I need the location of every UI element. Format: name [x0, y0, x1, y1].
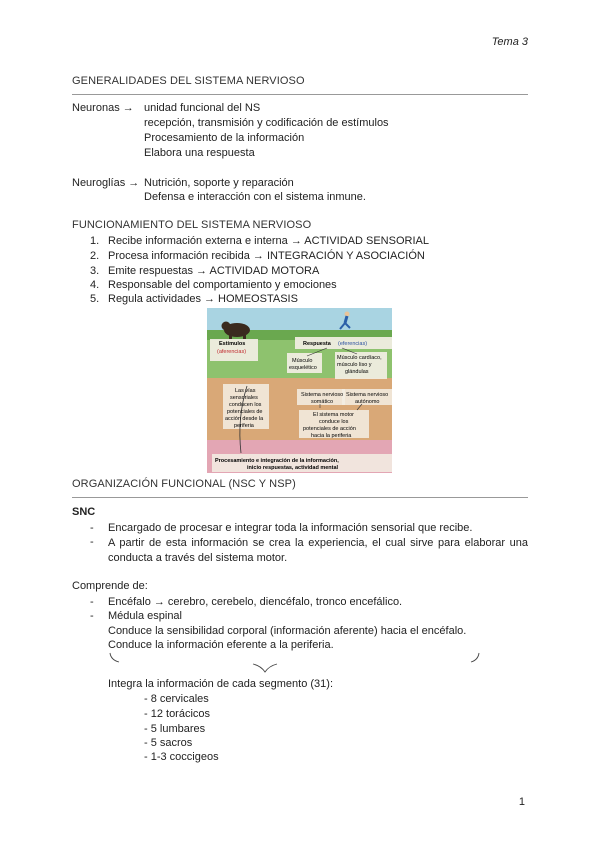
- medula-line: Conduce la información eferente a la periferia.: [108, 639, 334, 651]
- bullet-dash: -: [90, 522, 94, 534]
- fig-vias: Las vías: [235, 388, 256, 394]
- bullet-dash: -: [90, 536, 94, 548]
- fig-procesamiento: inicio respuestas, actividad mental: [247, 465, 339, 471]
- fig-autonomo: autónomo: [355, 399, 380, 405]
- fig-motor: conduce los: [319, 419, 349, 425]
- snc-item: Encargado de procesar e integrar toda la información sensorial que recibe.: [108, 522, 473, 534]
- section-divider: [72, 497, 528, 498]
- comprende-label: Comprende de:: [72, 580, 148, 592]
- fig-eferencias: (eferencias): [338, 341, 368, 347]
- snc-heading: SNC: [72, 506, 96, 518]
- neuroglias-label: Neuroglías →: [72, 177, 140, 189]
- neuronas-item: Elabora una respuesta: [144, 147, 255, 159]
- neuronas-label: Neuronas →: [72, 102, 134, 114]
- segmento-item: - 8 cervicales: [144, 693, 209, 705]
- section-title-organizacion: ORGANIZACIÓN FUNCIONAL (NSC Y NSP): [72, 478, 296, 490]
- fig-vias: sensoriales: [230, 395, 258, 401]
- segmento-item: - 1-3 coccigeos: [144, 751, 219, 763]
- fig-vias: conducen los: [229, 402, 262, 408]
- neuronas-item: unidad funcional del NS: [144, 102, 261, 114]
- integra-label: Integra la información de cada segmento (31):: [108, 678, 334, 690]
- fig-aferencias: (aferencias): [217, 349, 247, 355]
- neuroglias-item: Defensa e interacción con el sistema inmune.: [144, 191, 366, 203]
- fig-musculo-card: Músculo cardíaco,: [337, 355, 382, 361]
- section-divider: [72, 94, 528, 95]
- brace-icon: [105, 650, 485, 678]
- list-number: 4.: [90, 279, 100, 291]
- chapter-label: Tema 3: [491, 36, 528, 48]
- fig-vias: potenciales de: [227, 409, 263, 415]
- fig-motor: El sistema motor: [313, 412, 354, 418]
- segmento-item: - 12 torácicos: [144, 708, 211, 720]
- fig-somatico: Sistema nervioso: [301, 392, 344, 398]
- fig-estimulos: Estímulos: [219, 341, 246, 347]
- fig-somatico: somático: [311, 399, 334, 405]
- fig-vias: periferia: [234, 423, 254, 429]
- comprende-item: Médula espinal: [108, 610, 182, 622]
- fig-autonomo: Sistema nervioso: [346, 392, 389, 398]
- snc-item: A partir de esta información se crea la experiencia, el cual sirve para elaborar una conducta a través del sistema motor.: [108, 537, 528, 564]
- list-item: Recibe información externa e interna → ACTIVIDAD SENSORIAL: [108, 235, 429, 247]
- fig-musculo-esq: Músculo: [292, 358, 313, 364]
- list-item: Regula actividades → HOMEOSTASIS: [108, 293, 298, 305]
- medula-line: Conduce la sensibilidad corporal (información aferente) hacia el encéfalo.: [108, 625, 467, 637]
- fig-musculo-esq: esquelético: [289, 365, 317, 371]
- fig-musculo-card: glándulas: [345, 369, 369, 375]
- diagram-svg: [207, 308, 392, 473]
- neuronas-item: Procesamiento de la información: [144, 132, 305, 144]
- fig-respuesta: Respuesta: [303, 341, 331, 347]
- list-number: 2.: [90, 250, 100, 262]
- list-number: 3.: [90, 265, 100, 277]
- list-item: Responsable del comportamiento y emociones: [108, 279, 337, 291]
- nervous-system-diagram: [207, 308, 392, 473]
- fig-procesamiento: Procesamiento e integración de la información,: [215, 458, 339, 464]
- section-title-funcionamiento: FUNCIONAMIENTO DEL SISTEMA NERVIOSO: [72, 219, 312, 231]
- neuronas-item: recepción, transmisión y codificación de estímulos: [144, 117, 389, 129]
- fig-vias: acción desde la: [225, 416, 264, 422]
- neuroglias-item: Nutrición, soporte y reparación: [144, 177, 294, 189]
- list-item: Emite respuestas → ACTIVIDAD MOTORA: [108, 265, 320, 277]
- segmento-item: - 5 lumbares: [144, 723, 206, 735]
- comprende-item: Encéfalo → cerebro, cerebelo, diencéfalo, tronco encefálico.: [108, 596, 403, 608]
- segmento-item: - 5 sacros: [144, 737, 193, 749]
- bullet-dash: -: [90, 596, 94, 608]
- fig-musculo-card: músculo liso y: [337, 362, 372, 368]
- fig-motor: potenciales de acción: [303, 426, 356, 432]
- list-number: 1.: [90, 235, 100, 247]
- fig-motor: hacia la periferia: [311, 433, 352, 439]
- section-title-generalidades: GENERALIDADES DEL SISTEMA NERVIOSO: [72, 75, 305, 87]
- list-item: Procesa información recibida → INTEGRACIÓN Y ASOCIACIÓN: [108, 250, 425, 262]
- list-number: 5.: [90, 293, 100, 305]
- bullet-dash: -: [90, 610, 94, 622]
- page-number: 1: [518, 796, 525, 808]
